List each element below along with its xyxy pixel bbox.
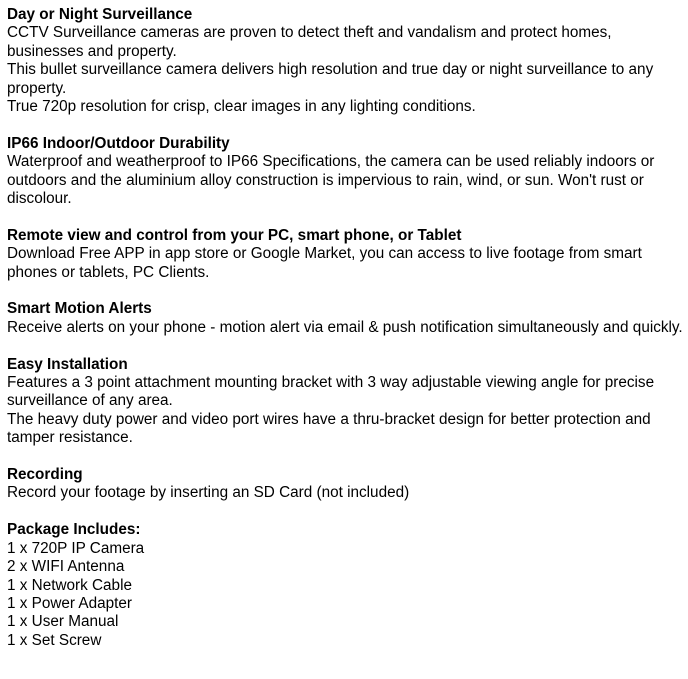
section-paragraph: CCTV Surveillance cameras are proven to detect theft and vandalism and protect homes, businesses and property. <box>7 24 612 60</box>
section-heading: Easy Installation <box>7 355 128 373</box>
section-heading: Day or Night Surveillance <box>7 6 193 23</box>
package-item: 1 x Set Screw <box>7 631 102 649</box>
package-item: 1 x Network Cable <box>7 576 132 594</box>
package-item: 1 x Power Adapter <box>7 594 132 612</box>
section-paragraph: Download Free APP in app store or Google Market, you can access to live footage from smart phones or tablets, PC Clients. <box>7 245 642 281</box>
section-ip66-durability <box>7 135 688 209</box>
section-paragraph: Receive alerts on your phone - motion alert via email & push notification simultaneously and quickly. <box>7 318 683 336</box>
package-item: 1 x 720P IP Camera <box>7 539 145 557</box>
section-day-night <box>7 6 688 116</box>
section-easy-installation <box>7 356 688 448</box>
package-list <box>7 540 688 650</box>
section-motion-alerts <box>7 300 688 337</box>
package-heading: Package Includes: <box>7 521 141 539</box>
section-package-includes <box>7 521 688 650</box>
section-paragraph: True 720p resolution for crisp, clear images in any lighting conditions. <box>7 98 476 116</box>
section-heading: IP66 Indoor/Outdoor Durability <box>7 134 230 152</box>
section-remote-view <box>7 227 688 282</box>
section-heading: Remote view and control from your PC, smart phone, or Tablet <box>7 226 462 244</box>
package-item: 1 x User Manual <box>7 613 119 631</box>
section-heading: Smart Motion Alerts <box>7 300 152 318</box>
section-paragraph: This bullet surveillance camera delivers high resolution and true day or night surveillance to any property. <box>7 61 654 97</box>
section-recording <box>7 466 688 503</box>
section-paragraph: Record your footage by inserting an SD Card (not included) <box>7 484 410 502</box>
package-item: 2 x WIFI Antenna <box>7 558 125 576</box>
section-paragraph: The heavy duty power and video port wires have a thru-bracket design for better protection and tamper resistance. <box>7 410 651 447</box>
section-paragraph: Waterproof and weatherproof to IP66 Specifications, the camera can be used reliably indoors or outdoors and the aluminium alloy construction is impervious to rain, wind, or sun. Won't rust or discolour. <box>7 153 655 208</box>
section-paragraph: Features a 3 point attachment mounting bracket with 3 way adjustable viewing angle for precise surveillance of any area. <box>7 374 655 410</box>
section-heading: Recording <box>7 466 83 484</box>
